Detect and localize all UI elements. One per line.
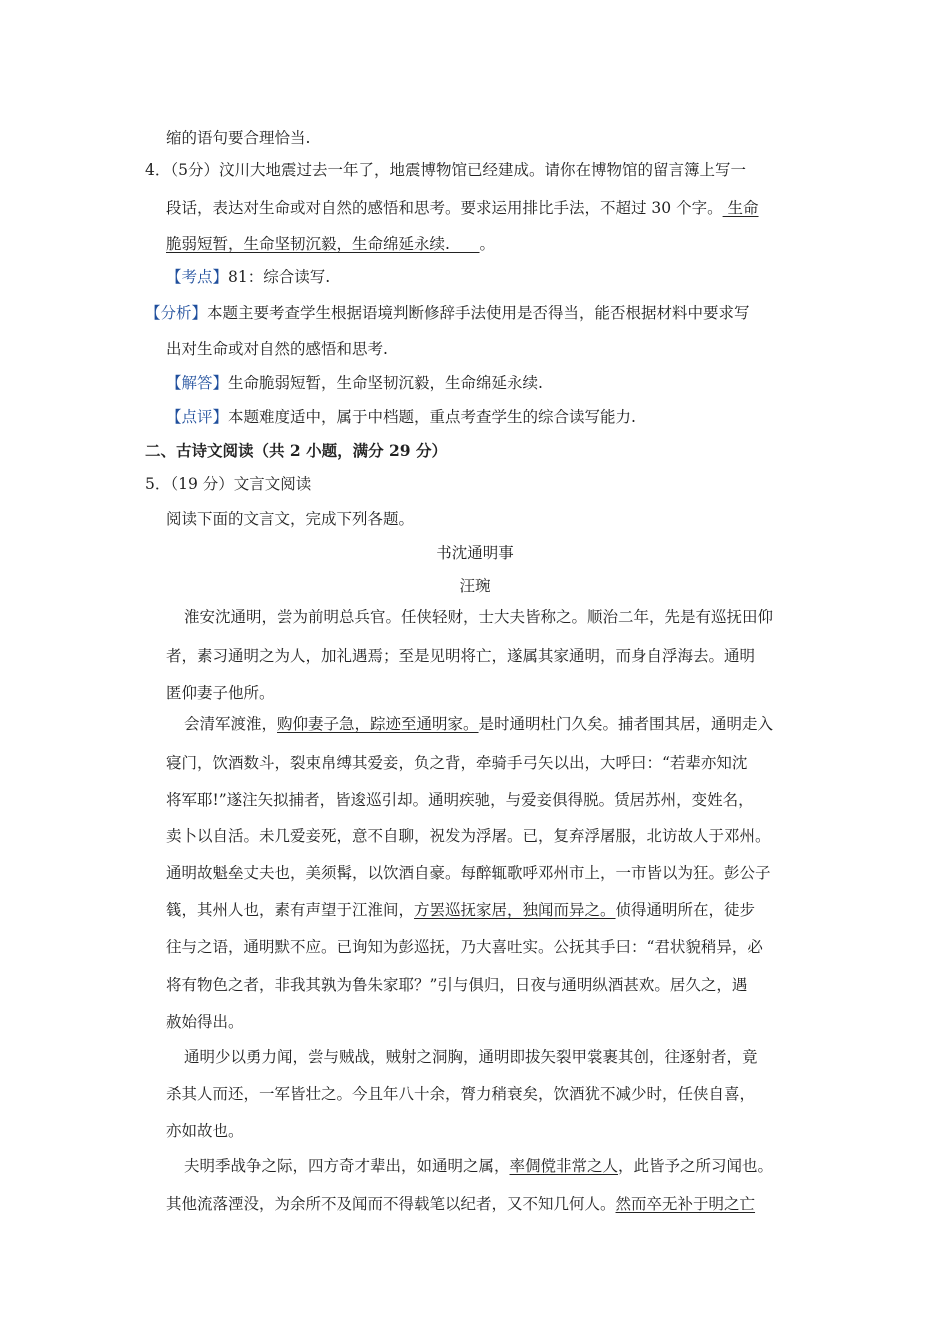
passage-line: 通明少以勇力闻，尝与贼战，贼射之洞胸，通明即拔矢裂甲裳裹其创，往逐射者，竟 [184,1048,758,1066]
passage-line: 杀其人而还，一军皆壮之。今且年八十余，膂力稍衰矣，饮酒犹不减少时，任侠自喜， [166,1085,756,1103]
passage-line: 通明故魁垒丈夫也，美须髯，以饮酒自豪。每醉辄歌呼邓州市上，一市皆以为狂。彭公子 [166,864,771,882]
passage-line: 会清军渡淮，购仰妻子急，踪迹至通明家。是时通明杜门久矣。捕者围其居，通明走入 [184,715,774,733]
question-5: 5．（19 分）文言文阅读 [145,475,312,493]
passage-line: 淮安沈通明，尝为前明总兵官。任侠轻财，士大夫皆称之。顺治二年，先是有巡抚田仰 [184,608,774,626]
answer-underline: 脆弱短暂，生命坚韧沉毅，生命绵延永续. [166,235,480,253]
passage-title: 书沈通明事 [436,544,514,562]
passage-line: 其他流落湮没，为余所不及闻而不得载笔以纪者，又不知几何人。然而卒无补于明之亡 [166,1195,756,1213]
jieda-line: 【解答】生命脆弱短暂，生命坚韧沉毅，生命绵延永续. [166,374,543,392]
dianping-line: 【点评】本题难度适中，属于中档题，重点考查学生的综合读写能力. [166,408,636,426]
jieda-tag: 【解答】 [166,374,229,392]
passage-line: 匿仰妻子他所。 [166,684,275,702]
passage-line: 往与之语，通明默不应。已询知为彭巡抚，乃大喜吐实。公抚其手曰：“君状貌稍异，必 [166,938,763,956]
fenxi-line: 【分析】本题主要考查学生根据语境判断修辞手法使用是否得当，能否根据材料中要求写 [145,304,750,322]
passage-line: 篯，其州人也，素有声望于江淮间，方罢巡抚家居，独闻而异之。侦得通明所在，徒步 [166,901,756,919]
passage-line: 将有物色之者，非我其孰为鲁朱家耶？”引与俱归，日夜与通明纵酒甚欢。居久之，遇 [166,976,748,994]
text-line: 出对生命或对自然的感悟和思考. [166,340,388,358]
underlined-sentence: 率倜傥非常之人 [509,1157,619,1175]
question-4: 4．（5分）汶川大地震过去一年了，地震博物馆已经建成。请你在博物馆的留言簿上写一 [145,161,746,179]
underlined-sentence: 方罢巡抚家居，独闻而异之。 [414,901,616,919]
passage-line: 者，素习通明之为人，加礼遇焉；至是见明将亡，遂属其家通明，而身自浮海去。通明 [166,647,756,665]
fenxi-tag: 【分析】 [145,304,208,322]
kaodian-tag: 【考点】 [166,268,229,286]
text-line: 段话，表达对生命或对自然的感悟和思考。要求运用排比手法，不超过 30 个字。 生命 [166,199,759,217]
text-line: 缩的语句要合理恰当. [166,129,311,147]
underlined-sentence: 购仰妻子急，踪迹至通明家。 [277,715,479,733]
passage-author: 汪琬 [459,577,491,595]
kaodian-line: 【考点】81：综合读写. [166,268,331,286]
dianping-tag: 【点评】 [166,408,229,426]
instruction: 阅读下面的文言文，完成下列各题。 [166,510,415,528]
underlined-sentence: 然而卒无补于明之亡 [615,1195,756,1213]
answer-underline: 生命 [722,199,759,217]
passage-line: 亦如故也。 [166,1122,244,1140]
text-line: 脆弱短暂，生命坚韧沉毅，生命绵延永续. 。 [166,235,496,253]
passage-line: 赦始得出。 [166,1013,244,1031]
passage-line: 卖卜以自活。未几爱妾死，意不自聊，祝发为浮屠。已，复弃浮屠服，北访故人于邓州。 [166,827,771,845]
passage-line: 夫明季战争之际，四方奇才辈出，如通明之属，率倜傥非常之人，此皆予之所习闻也。 [184,1157,774,1175]
section-heading: 二、古诗文阅读（共 2 小题，满分 29 分） [145,441,447,460]
passage-line: 寝门，饮酒数斗，裂束帛缚其爱妾，负之背，牵骑手弓矢以出，大呼曰：“若辈亦知沈 [166,754,748,772]
passage-line: 将军耶!”遂注矢拟捕者，皆逡巡引却。通明疾驰，与爱妾俱得脱。赁居苏州，变姓名， [166,791,754,809]
